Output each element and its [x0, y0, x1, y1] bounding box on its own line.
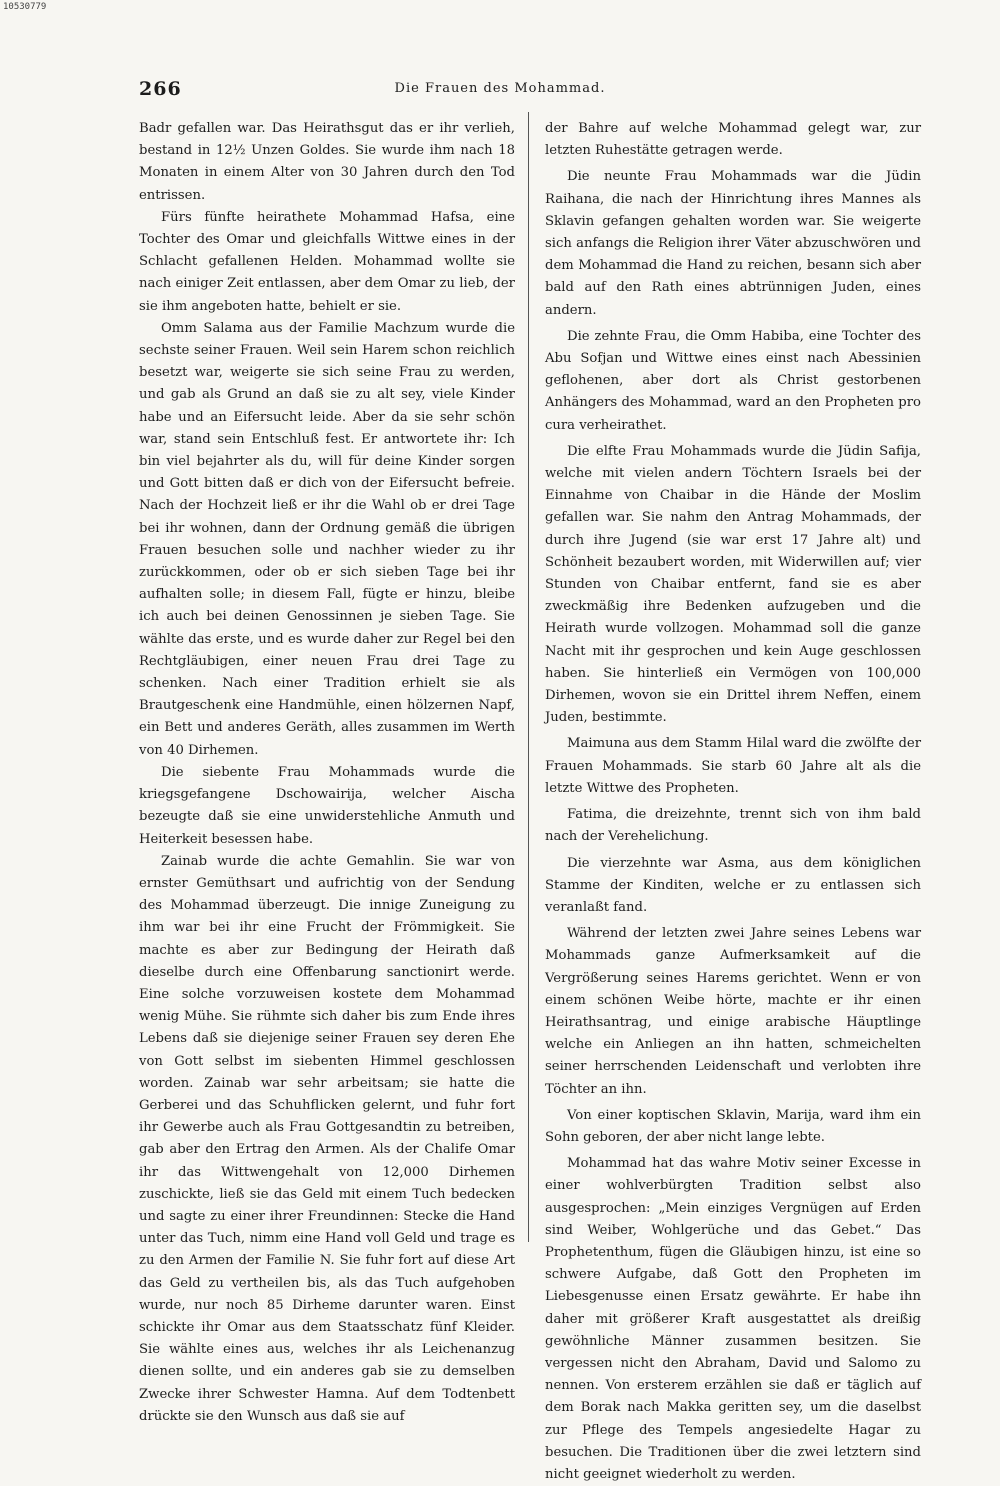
paragraph: Die elfte Frau Mohammads wurde die Jüdin Safija, welche mit vielen andern Töchtern Israels bei der Einnahme von Chaibar in die Hände der Moslim gefallen war. Sie nahm den Antrag Mohammads, der durch ihre Jugend (sie war erst 17 Jahre alt) und Schönheit bezaubert worden, mit Widerwillen auf; vier Stunden von Chaibar entfernt, fand sie es aber zweckmäßig ihre Bedenken aufzugeben und die Heirath wurde vollzogen. Mohammad soll die ganze Nacht mit ihr gesprochen und kein Auge geschlossen haben. Sie hinterließ ein Vermögen von 100,000 Dirhemen, wovon sie ein Drittel ihrem Neffen, einem Juden, bestimmte.: [545, 443, 921, 726]
page-number: 266: [139, 78, 182, 100]
paragraph: Maimuna aus dem Stamm Hilal ward die zwölfte der Frauen Mohammads. Sie starb 60 Jahre alt als die letzte Wittwe des Propheten.: [545, 736, 921, 796]
column-divider: [528, 112, 529, 1242]
paragraph: Die vierzehnte war Asma, aus dem königlichen Stamme der Kinditen, welche er zu entlassen sich veranlaßt fand.: [545, 855, 921, 915]
paragraph: Die neunte Frau Mohammads war die Jüdin Raihana, die nach der Hinrichtung ihres Mannes als Sklavin gefangen gehalten worden war. Sie weigerte sich anfangs die Religion ihrer Väter abzuschwören und dem Mohammad die Hand zu reichen, besann sich aber bald auf den Rath eines abtrünnigen Juden, eines andern.: [545, 169, 921, 318]
paragraph: Badr gefallen war. Das Heirathsgut das er ihr verlieh, bestand in 12½ Unzen Goldes. Sie wurde ihm nach 18 Monaten in einem Alter von 30 Jahren durch den Tod entrissen.: [139, 121, 515, 203]
paragraph: Von einer koptischen Sklavin, Marija, ward ihm ein Sohn geboren, der aber nicht lange lebte.: [545, 1107, 921, 1145]
paragraph: Fatima, die dreizehnte, trennt sich von ihm bald nach der Verehelichung.: [545, 807, 921, 845]
scan-id: 10530779: [3, 2, 47, 12]
right-column: [545, 118, 921, 1482]
paragraph: Die zehnte Frau, die Omm Habiba, eine Tochter des Abu Sofjan und Wittwe eines einst nach Abessinien geflohenen, aber dort als Christ gestorbenen Anhängers des Mohammad, ward an den Propheten pro cura verheirathet.: [545, 328, 921, 433]
paragraph: Fürs fünfte heirathete Mohammad Hafsa, eine Tochter des Omar und gleichfalls Wittwe eines in der Schlacht gefallenen Helden. Mohammad wollte sie nach einiger Zeit entlassen, aber dem Omar zu lieb, der sie ihm angeboten hatte, behielt er sie.: [139, 209, 515, 314]
paragraph: Während der letzten zwei Jahre seines Lebens war Mohammads ganze Aufmerksamkeit auf die Vergrößerung seines Harems gerichtet. Wenn er von einem schönen Weibe hörte, machte er ihr einen Heirathsantrag, und einige arabische Häuptlinge welche ein Anliegen an ihn hatten, schmeichelten seiner herrschenden Leidenschaft und verlobten ihre Töchter an ihn.: [545, 926, 921, 1097]
paragraph: Die siebente Frau Mohammads wurde die kriegsgefangene Dschowairija, welcher Aischa bezeugte daß sie eine unwiderstehliche Anmuth und Heiterkeit besessen habe.: [139, 764, 515, 847]
text-columns: [139, 118, 921, 1482]
paragraph: Mohammad hat das wahre Motiv seiner Excesse in einer wohlverbürgten Tradition selbst also ausgesprochen: „Mein einziges Vergnügen auf Erden sind Weiber, Wohlgerüche und das Gebet.“ Das Prophetenthum, fügen die Gläubigen hinzu, ist eine so schwere Aufgabe, daß Gott den Propheten im Liebesgenusse einen Ersatz gewährte. Er habe ihn daher mit größerer Kraft ausgestattet als dreißig gewöhnliche Männer zusammen besitzen. Sie vergessen nicht den Abraham, David und Salomo zu nennen. Von ersterem erzählen sie daß er täglich auf dem Borak nach Makka geritten sey, um die daselbst zur Pflege des Tempels angesiedelte Hagar zu besuchen. Die Traditionen über die zwei letztern sind nicht geeignet wiederholt zu werden.: [545, 1156, 921, 1482]
paragraph: Omm Salama aus der Familie Machzum wurde die sechste seiner Frauen. Weil sein Harem schon reichlich besetzt war, weigerte sie sich seine Frau zu werden, und gab als Grund an daß sie zu alt sey, viele Kinder habe und an Eifersucht leide. Aber da sie sehr schön war, stand sein Entschluß fest. Er antwortete ihr: Ich bin viel bejahrter als du, will für deine Kinder sorgen und Gott bitten daß er dich von der Eifersucht befreie. Nach der Hochzeit ließ er ihr die Wahl ob er drei Tage bei ihr wohnen, dann der Ordnung gemäß die übrigen Frauen besuchen solle und nachher wieder zu ihr zurückkommen, oder ob er sich sieben Tage bei ihr aufhalten solle; in diesem Fall, fügte er hinzu, bleibe ich auch bei deinen Genossinnen je sieben Tage. Sie wählte das erste, und es wurde daher zur Regel bei den Rechtgläubigen, einer neuen Frau drei Tage zu schenken. Nach einer Tradition erhielt sie als Brautgeschenk eine Handmühle, einen hölzernen Napf, ein Bett und anderes Geräth, alles zusammen im Werth von 40 Dirhemen.: [139, 320, 515, 758]
paragraph: der Bahre auf welche Mohammad gelegt war, zur letzten Ruhestätte getragen werde.: [545, 121, 921, 159]
running-head: Die Frauen des Mohammad.: [394, 81, 606, 96]
left-column: [139, 118, 515, 1424]
paragraph: Zainab wurde die achte Gemahlin. Sie war von ernster Gemüthsart und aufrichtig von der Sendung des Mohammad überzeugt. Die innige Zuneigung zu ihm war bei ihr eine Frucht der Frömmigkeit. Sie machte es aber zur Bedingung der Heirath daß dieselbe durch eine Offenbarung sanctionirt werde. Eine solche vorzuweisen kostete dem Mohammad wenig Mühe. Sie rühmte sich daher bis zum Ende ihres Lebens daß sie diejenige seiner Frauen sey deren Ehe von Gott selbst im siebenten Himmel geschlossen worden. Zainab war sehr arbeitsam; sie hatte die Gerberei und das Schuhflicken gelernt, und fuhr fort ihr Gewerbe auch als Frau Gottgesandtin zu betreiben, gab aber den Ertrag den Armen. Als der Chalife Omar ihr das Wittwengehalt von 12,000 Dirhemen zuschickte, ließ sie das Geld mit einem Tuch bedecken und sagte zu einer ihrer Freundinnen: Stecke die Hand unter das Tuch, nimm eine Hand voll Geld und trage es zu den Armen der Familie N. Sie fuhr fort auf diese Art das Geld zu vertheilen bis, als das Tuch aufgehoben wurde, nur noch 85 Dirheme darunter waren. Einst schickte ihr Omar aus dem Staatsschatz fünf Kleider. Sie wählte eines aus, welches ihr als Leichenanzug dienen sollte, und ein anderes gab sie zu demselben Zwecke ihrer Schwester Hamna. Auf dem Todtenbett drückte sie den Wunsch aus daß sie auf: [139, 853, 515, 1424]
